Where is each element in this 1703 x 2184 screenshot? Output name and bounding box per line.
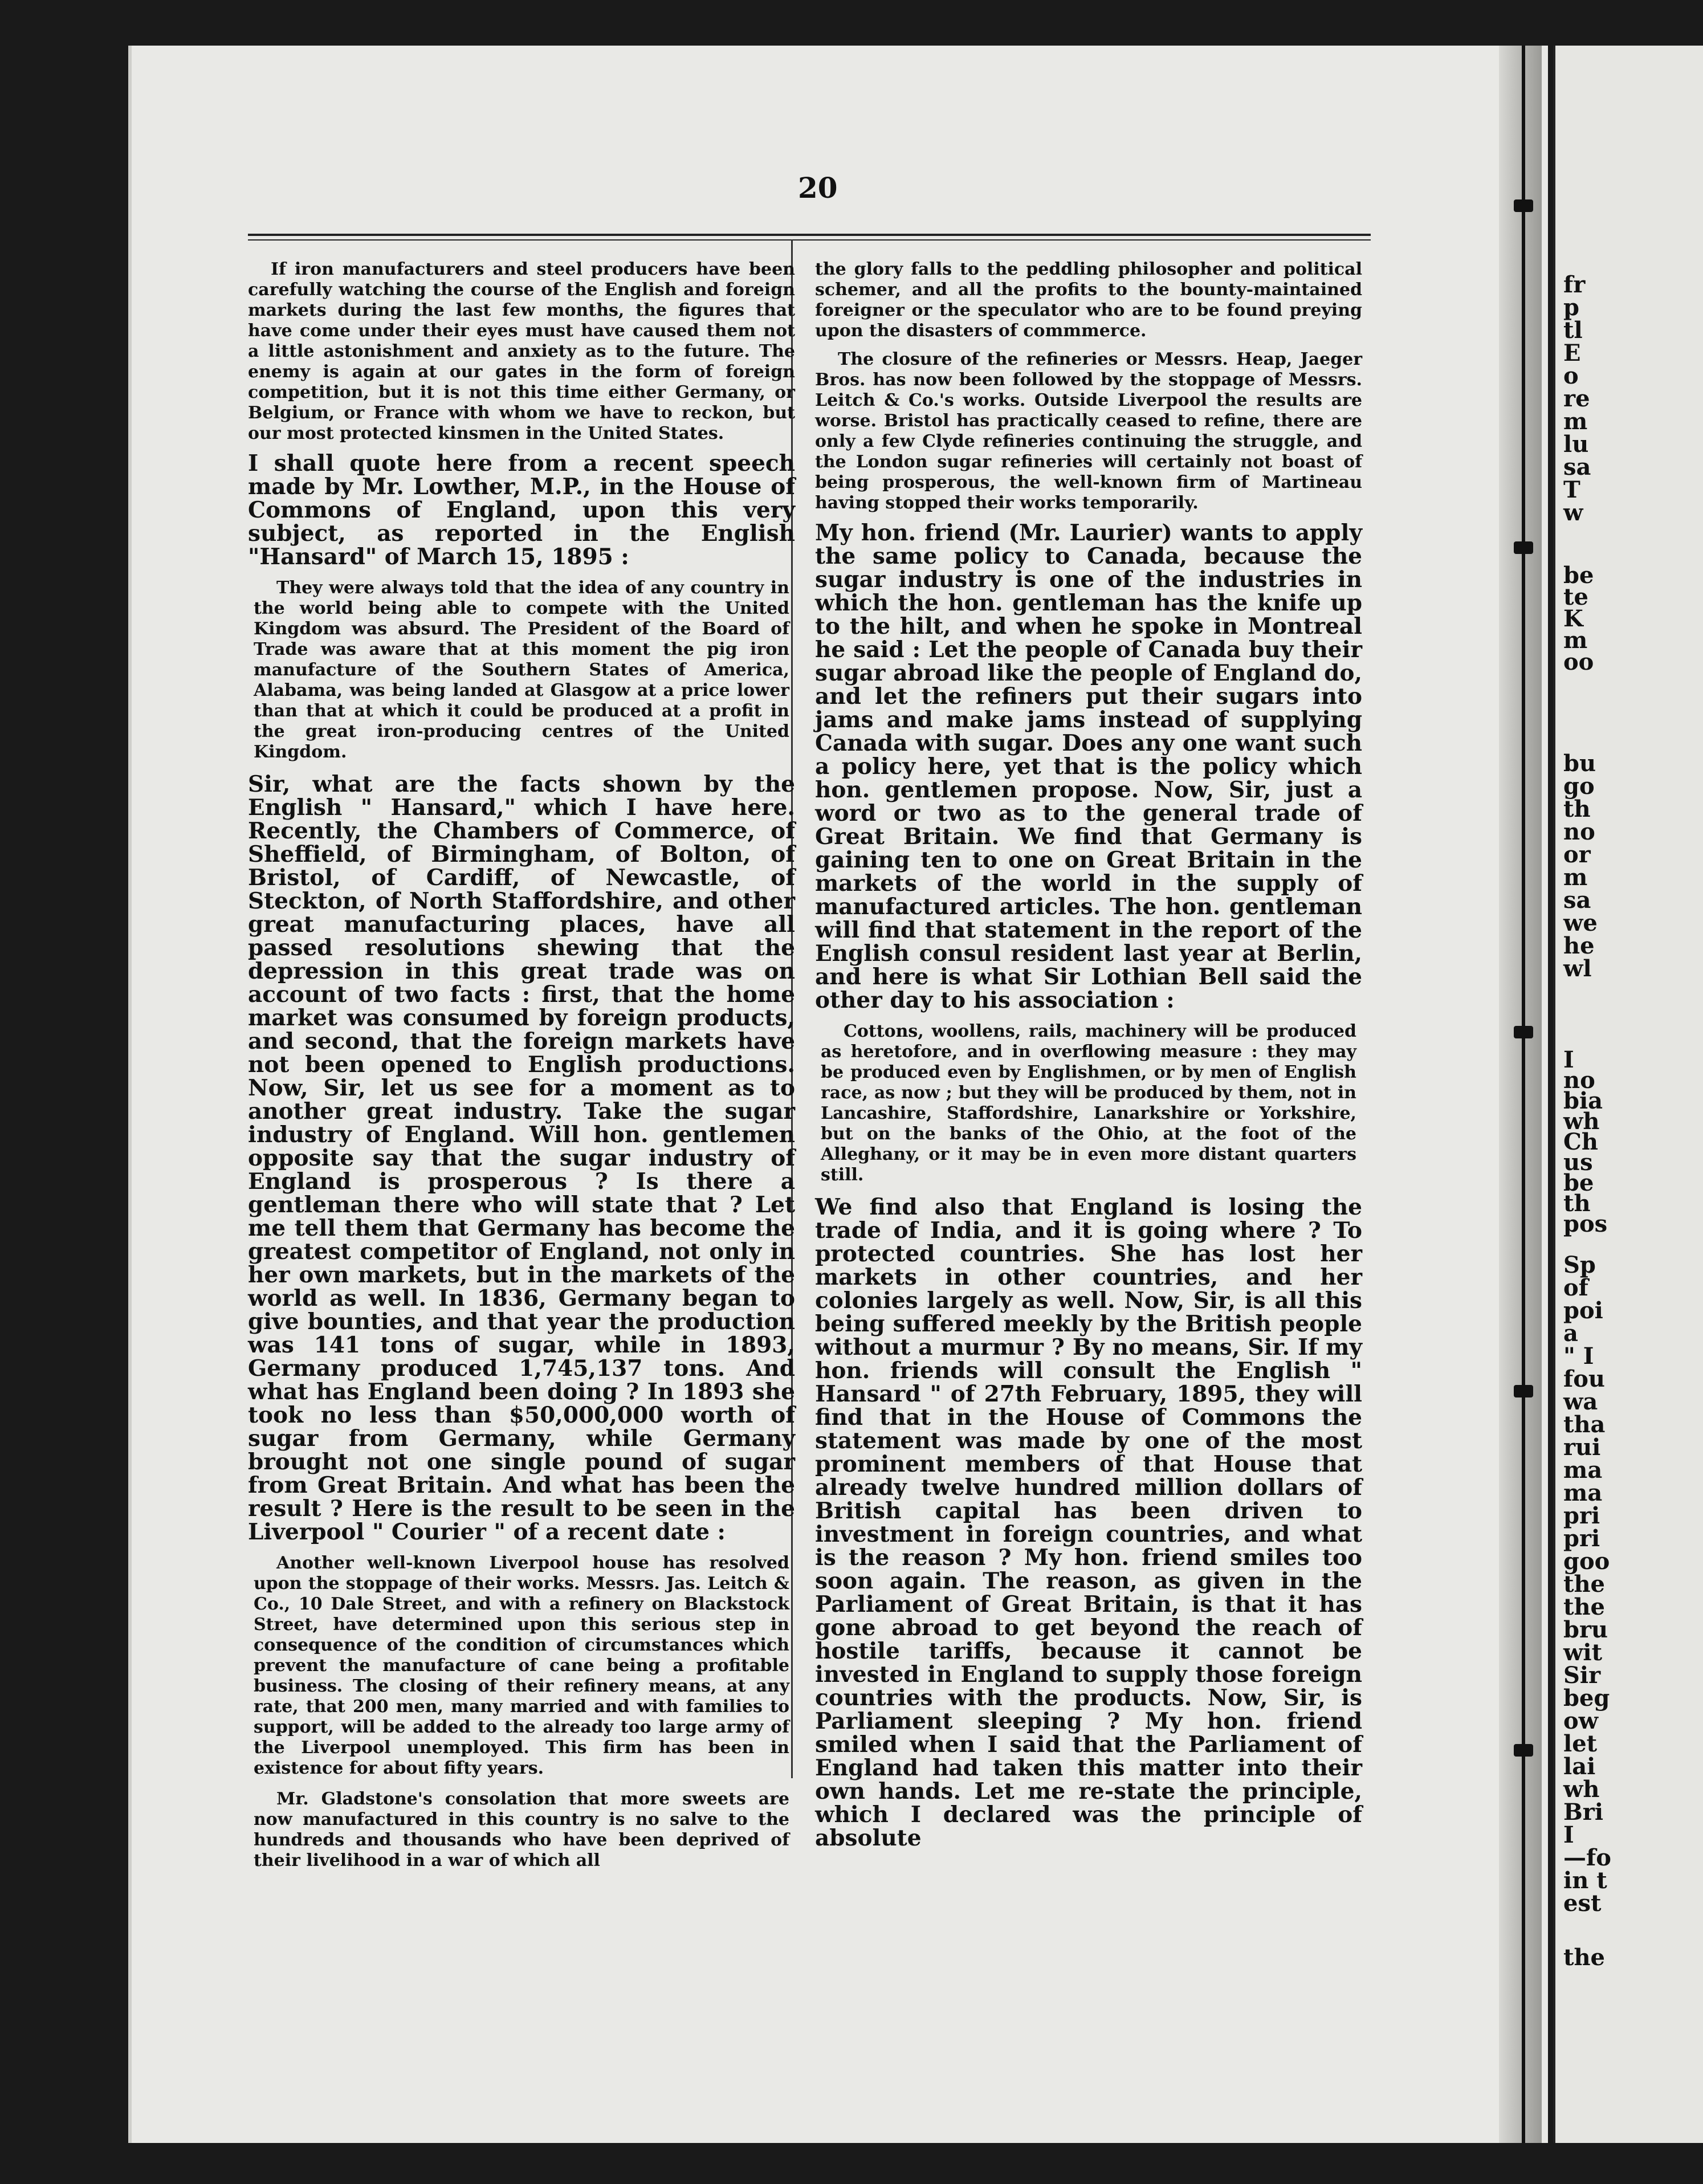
next-page-text-fragment: pos — [1563, 1211, 1608, 1237]
next-page-text-fragment: p — [1563, 294, 1579, 321]
next-page-text-fragment: " I — [1563, 1343, 1594, 1370]
next-page-text-fragment: tha — [1563, 1411, 1606, 1438]
page-number: 20 — [798, 171, 838, 205]
next-page-text-fragment: of — [1563, 1274, 1588, 1301]
next-page-text-fragment: be — [1563, 1170, 1594, 1196]
next-page-text-fragment: Bri — [1563, 1799, 1604, 1826]
next-page-text-fragment: wh — [1563, 1108, 1600, 1135]
next-page-text-fragment: te — [1563, 584, 1588, 610]
next-page-text-fragment: Sir — [1563, 1662, 1601, 1689]
next-page-text-fragment: pri — [1563, 1502, 1600, 1529]
next-page-text-fragment: the — [1563, 1944, 1606, 1971]
block-quote: the glory falls to the peddling philosopher and political schemer, and all the profits to the bounty-maintained foreigner or the speculator who are to be found preying upon the disasters of commmerce. — [815, 259, 1362, 341]
next-page-text-fragment: go — [1563, 773, 1595, 800]
binding-thread — [1522, 46, 1525, 2143]
next-page-text-fragment: we — [1563, 910, 1598, 936]
paragraph: I shall quote here from a recent speech made by Mr. Lowther, M.P., in the House of Commons of England, upon this very subject, as reported in the English "Hansard" of March 15, 1895 : — [248, 450, 795, 570]
next-page-text-fragment: beg — [1563, 1685, 1610, 1712]
binding-stitch — [1514, 1026, 1533, 1038]
binding-stitch — [1514, 1744, 1533, 1757]
next-page-text-fragment: wa — [1563, 1388, 1598, 1415]
next-page-text-fragment: no — [1563, 818, 1595, 845]
next-page-text-fragment: re — [1563, 385, 1590, 412]
paragraph: Sir, what are the facts shown by the English " Hansard," which I have here. Recently, the Chambers of Commerce, of Sheffield, of Birmingham, of Bolton, of Bristol, of Cardiff, of Newcastle, of Steckton, of North Staffordshire, and other great manufacturing places, have all passed resolutions shewing that the depression in this great trade was on account of two facts : first, that the home market was consumed by foreign products, and second, that the foreign markets have not been opened to English productions. Now, Sir, let us see for a moment as to another great industry. Take the sugar industry of England. Will hon. gentlemen opposite say that the sugar industry of England is prosperous ? Is there a gentleman there who will state that ? Let me tell them that Germany has become the greatest competitor of England, not only in her own markets, but in the markets of the world as well. In 1836, Germany began to give bounties, and that year the production was 141 tons of sugar, while in 1893, Germany produced 1,745,137 tons. And what has England been doing ? In 1893 she took no less than $50,000,000 worth of sugar from Germany, while Germany brought not one single pound of sugar from Great Britain. And what has been the result ? Here is the result to be seen in the Liverpool " Courier " of a recent date : — [248, 771, 795, 1545]
binding-stitch — [1514, 1385, 1533, 1397]
next-page-text-fragment: oo — [1563, 649, 1594, 675]
next-page-text-fragment: m — [1563, 408, 1588, 435]
next-page-text-fragment: fr — [1563, 271, 1586, 298]
block-quote: Another well-known Liverpool house has resolved upon the stoppage of their works. Messrs. Jas. Leitch & Co., 10 Dale Street, and with a refinery on Blackstock Street, have determined upon this serious step in consequence of the condition of circumstances which prevent the manufacture of cane being a profitable business. The closing of their refinery means, at any rate, that 200 men, many married and with families to support, will be added to the already too large army of the Liverpool unemployed. This firm has been in existence for about fifty years. — [254, 1553, 789, 1778]
next-page-text-fragment: K — [1563, 605, 1583, 632]
next-page-text-fragment: wh — [1563, 1776, 1600, 1803]
next-page-text-fragment: the — [1563, 1571, 1606, 1598]
next-page-text-fragment: ow — [1563, 1708, 1599, 1734]
next-page-edge — [1553, 46, 1703, 2143]
next-page-text-fragment: Sp — [1563, 1252, 1596, 1278]
right-column — [815, 259, 1362, 1859]
next-page-text-fragment: the — [1563, 1594, 1606, 1620]
binding-stitch — [1514, 199, 1533, 212]
paragraph: We find also that England is losing the trade of India, and it is going where ? To protected countries. She has lost her markets in other countries, and her colonies largely as well. Now, Sir, is all this being suffered meekly by the British people without a murmur ? By no means, Sir. If my hon. friends will consult the English " Hansard " of 27th February, 1895, they will find that in the House of Commons the statement was made by one of the most prominent members of that House that already twelve hundred million dollars of British capital has been driven to investment in foreign countries, and what is the reason ? My hon. friend smiles too soon again. The reason, as given in the Parliament of Great Britain, is that it has gone abroad to get beyond the reach of hostile tariffs, because it cannot be invested in England to supply those foreign countries with the products. Now, Sir, is Parliament sleeping ? My hon. friend smiled when I said that the Parliament of England had taken this matter into their own hands. Let me re-state the principle, which I declared was the principle of absolute — [815, 1194, 1362, 1851]
next-page-text-fragment: bu — [1563, 750, 1596, 777]
next-page-text-fragment: bru — [1563, 1616, 1608, 1643]
next-page-text-fragment: lu — [1563, 431, 1589, 458]
paragraph: My hon. friend (Mr. Laurier) wants to apply the same policy to Canada, because the sugar industry is one of the industries in which the hon. gentleman has the knife up to the hilt, and when he spoke in Montreal he said : Let the people of Canada buy their sugar abroad like the people of England do, and let the refiners put their sugars into jams and make jams instead of supplying Canada with sugar. Does any one want such a policy here, yet that is the policy which hon. gentlemen propose. Now, Sir, just a word or two as to the general trade of Great Britain. We find that Germany is gaining ten to one on Great Britain in the markets of the world in the supply of manufactured articles. The hon. gentleman will find that statement in the report of the English consul resident last year at Berlin, and here is what Sir Lothian Bell said the other day to his association : — [815, 520, 1362, 1013]
next-page-text-fragment: wl — [1563, 955, 1592, 982]
next-page-text-fragment: m — [1563, 627, 1588, 654]
block-quote: They were always told that the idea of any country in the world being able to compete with the United Kingdom was absurd. The President of the Board of Trade was aware that at this moment the pig iron manufacture of the Southern States of America, Alabama, was being landed at Glasgow at a price lower than that at which it could be produced at a profit in the great iron-producing centres of the United Kingdom. — [254, 578, 789, 762]
next-page-text-fragment: —fo — [1563, 1844, 1611, 1871]
block-quote: Mr. Gladstone's consolation that more sweets are now manufactured in this country is no salve to the hundreds and thousands who have been deprived of their livelihood in a war of which all — [254, 1789, 789, 1871]
next-page-text-fragment: us — [1563, 1149, 1593, 1176]
next-page-text-fragment: sa — [1563, 887, 1591, 914]
next-page-text-fragment: or — [1563, 841, 1591, 868]
next-page-text-fragment: a — [1563, 1320, 1578, 1347]
next-page-text-fragment: est — [1563, 1890, 1602, 1917]
next-page-text-fragment: ma — [1563, 1457, 1603, 1484]
next-page-text-fragment: poi — [1563, 1297, 1603, 1324]
block-quote: The closure of the refineries or Messrs. Heap, Jaeger Bros. has now been followed by the stoppage of Messrs. Leitch & Co.'s works. Outside Liverpool the results are worse. Bristol has practically ceased to refine, there are only a few Clyde refineries continuing the struggle, and the London sugar refineries will certainly not boast of being prosperous, the well-known firm of Martineau having stopped their works temporarily. — [815, 349, 1362, 513]
block-quote: Cottons, woollens, rails, machinery will be produced as heretofore, and in overflowing measure : they may be produced even by Englishmen, or by men of English race, as now ; but they will be produced by them, not in Lancashire, Staffordshire, Lanarkshire or Yorkshire, but on the banks of the Ohio, at the foot of the Alleghany, or it may be in even more distant quarters still. — [821, 1021, 1356, 1185]
next-page-text-fragment: Ch — [1563, 1128, 1598, 1155]
next-page-text-fragment: th — [1563, 1190, 1591, 1217]
next-page-text-fragment: in t — [1563, 1867, 1607, 1894]
binding-stitch — [1514, 541, 1533, 554]
next-page-text-fragment: he — [1563, 932, 1595, 959]
left-column — [248, 259, 795, 1881]
next-page-text-fragment: ma — [1563, 1480, 1603, 1506]
next-page-text-fragment: sa — [1563, 454, 1591, 480]
next-page-text-fragment: o — [1563, 362, 1579, 389]
next-page-text-fragment: fou — [1563, 1366, 1605, 1392]
next-page-text-fragment: no — [1563, 1067, 1595, 1094]
next-page-text-fragment: T — [1563, 476, 1580, 503]
next-page-text-fragment: tl — [1563, 317, 1583, 344]
header-rule — [248, 234, 1371, 241]
next-page-text-fragment: be — [1563, 562, 1594, 589]
next-page-text-fragment: th — [1563, 796, 1591, 822]
next-page-text-fragment: pri — [1563, 1525, 1600, 1552]
next-page-text-fragment: bia — [1563, 1087, 1603, 1114]
next-page-text-fragment: E — [1563, 340, 1581, 366]
next-page-text-fragment: goo — [1563, 1548, 1610, 1575]
next-page-text-fragment: wit — [1563, 1639, 1603, 1666]
next-page-text-fragment: let — [1563, 1730, 1598, 1757]
next-page-text-fragment: I — [1563, 1822, 1574, 1848]
next-page-text-fragment: I — [1563, 1046, 1574, 1073]
next-page-text-fragment: m — [1563, 864, 1588, 891]
paragraph: If iron manufacturers and steel producers have been carefully watching the course of the English and foreign markets during the last few months, the figures that have come under their eyes must have caused them not a little astonishment and anxiety as to the future. The enemy is again at our gates in the form of foreign competition, but it is not this time either Germany, or Belgium, or France with whom we have to reckon, but our most protected kinsmen in the United States. — [248, 259, 795, 443]
next-page-text-fragment: lai — [1563, 1753, 1596, 1780]
page-gutter — [1499, 46, 1542, 2143]
next-page-text-fragment: rui — [1563, 1434, 1601, 1461]
next-page-text-fragment: w — [1563, 499, 1583, 526]
